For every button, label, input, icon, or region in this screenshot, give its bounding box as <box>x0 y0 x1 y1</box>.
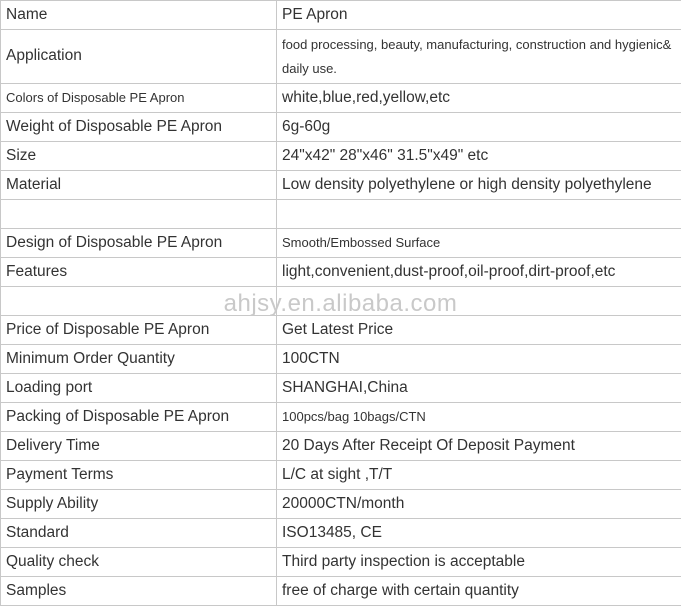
row-key: Packing of Disposable PE Apron <box>1 403 277 432</box>
row-key: Design of Disposable PE Apron <box>1 229 277 258</box>
row-value: light,convenient,dust-proof,oil-proof,dirt-proof,etc <box>277 258 681 287</box>
row-key: Price of Disposable PE Apron <box>1 316 277 345</box>
row-value: Smooth/Embossed Surface <box>277 229 681 258</box>
row-key: Colors of Disposable PE Apron <box>1 84 277 113</box>
row-value <box>277 287 681 316</box>
row-key: Loading port <box>1 374 277 403</box>
table-row <box>1 403 681 432</box>
row-value: Third party inspection is acceptable <box>277 548 681 577</box>
row-value: Get Latest Price <box>277 316 681 345</box>
row-value: SHANGHAI,China <box>277 374 681 403</box>
row-value: 20000CTN/month <box>277 490 681 519</box>
table-row <box>1 142 681 171</box>
row-key: Name <box>1 1 277 30</box>
table-row <box>1 432 681 461</box>
row-value: PE Apron <box>277 1 681 30</box>
row-value: Low density polyethylene or high density polyethylene <box>277 171 681 200</box>
table-row <box>1 461 681 490</box>
row-value: 100pcs/bag 10bags/CTN <box>277 403 681 432</box>
row-key: Minimum Order Quantity <box>1 345 277 374</box>
table-row <box>1 30 681 84</box>
table-row <box>1 316 681 345</box>
row-value: 24"x42" 28"x46" 31.5"x49" etc <box>277 142 681 171</box>
watermark: ahjsy.en.alibaba.com <box>0 290 681 318</box>
row-key: Material <box>1 171 277 200</box>
table-row <box>1 374 681 403</box>
row-key: Supply Ability <box>1 490 277 519</box>
table-row <box>1 258 681 287</box>
table-row <box>1 345 681 374</box>
row-key <box>1 287 277 316</box>
table-row <box>1 287 681 316</box>
table-row <box>1 171 681 200</box>
table-row <box>1 1 681 30</box>
row-key: Samples <box>1 577 277 606</box>
table-row <box>1 229 681 258</box>
row-value <box>277 200 681 229</box>
row-key: Delivery Time <box>1 432 277 461</box>
row-key: Features <box>1 258 277 287</box>
table-row <box>1 577 681 606</box>
table-row <box>1 548 681 577</box>
table-row <box>1 519 681 548</box>
row-key: Standard <box>1 519 277 548</box>
row-key: Weight of Disposable PE Apron <box>1 113 277 142</box>
row-value: 20 Days After Receipt Of Deposit Payment <box>277 432 681 461</box>
table-row <box>1 200 681 229</box>
row-value: L/C at sight ,T/T <box>277 461 681 490</box>
row-key: Payment Terms <box>1 461 277 490</box>
row-key: Application <box>1 30 277 84</box>
row-value: 100CTN <box>277 345 681 374</box>
table-row <box>1 113 681 142</box>
row-value: free of charge with certain quantity <box>277 577 681 606</box>
row-value: ISO13485, CE <box>277 519 681 548</box>
row-value: food processing, beauty, manufacturing, construction and hygienic& daily use. <box>277 30 681 84</box>
table-row <box>1 84 681 113</box>
row-value: white,blue,red,yellow,etc <box>277 84 681 113</box>
row-key <box>1 200 277 229</box>
row-value: 6g-60g <box>277 113 681 142</box>
row-key: Quality check <box>1 548 277 577</box>
row-key: Size <box>1 142 277 171</box>
table-row <box>1 490 681 519</box>
